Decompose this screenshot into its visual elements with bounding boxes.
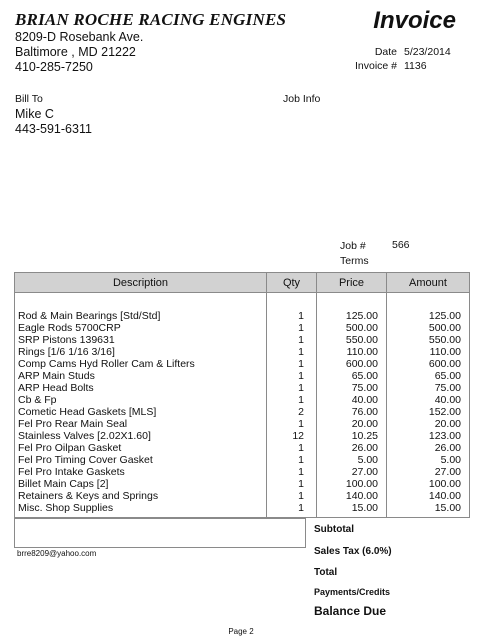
table-row <box>15 382 470 394</box>
item-description: SRP Pistons 139631 <box>15 334 267 346</box>
table-row <box>15 454 470 466</box>
item-qty: 1 <box>267 478 317 490</box>
item-price: 5.00 <box>317 454 387 466</box>
item-qty: 1 <box>267 466 317 478</box>
terms-label: Terms <box>340 255 369 267</box>
item-price: 600.00 <box>317 358 387 370</box>
item-description: Cometic Head Gaskets [MLS] <box>15 406 267 418</box>
item-qty: 1 <box>267 502 317 518</box>
item-qty: 1 <box>267 322 317 334</box>
item-amount: 110.00 <box>387 346 470 358</box>
item-description: Stainless Valves [2.02X1.60] <box>15 430 267 442</box>
item-price: 140.00 <box>317 490 387 502</box>
table-header-row <box>15 273 470 293</box>
item-price: 20.00 <box>317 418 387 430</box>
total-label: Total <box>314 567 338 578</box>
table-row <box>15 346 470 358</box>
item-price: 40.00 <box>317 394 387 406</box>
line-items-body <box>15 293 470 518</box>
job-number-label: Job # <box>340 240 366 252</box>
company-address-line2: Baltimore , MD 21222 <box>15 45 136 59</box>
column-header-description: Description <box>15 273 267 293</box>
company-address-line1: 8209-D Rosebank Ave. <box>15 30 144 44</box>
item-description: Fel Pro Oilpan Gasket <box>15 442 267 454</box>
item-price: 65.00 <box>317 370 387 382</box>
item-amount: 600.00 <box>387 358 470 370</box>
item-price: 550.00 <box>317 334 387 346</box>
item-description: Misc. Shop Supplies <box>15 502 267 518</box>
job-number: 566 <box>392 239 410 251</box>
invoice-number-label: Invoice # <box>354 60 397 72</box>
table-row <box>15 394 470 406</box>
item-amount: 5.00 <box>387 454 470 466</box>
date-label: Date <box>374 46 397 58</box>
item-description: ARP Head Bolts <box>15 382 267 394</box>
item-amount: 500.00 <box>387 322 470 334</box>
item-amount: 20.00 <box>387 418 470 430</box>
table-row <box>15 430 470 442</box>
item-qty: 1 <box>267 346 317 358</box>
item-price: 15.00 <box>317 502 387 518</box>
item-amount: 152.00 <box>387 406 470 418</box>
item-description: Eagle Rods 5700CRP <box>15 322 267 334</box>
item-amount: 125.00 <box>387 310 470 322</box>
table-row <box>15 310 470 322</box>
item-price: 76.00 <box>317 406 387 418</box>
item-qty: 1 <box>267 454 317 466</box>
item-qty: 1 <box>267 442 317 454</box>
table-row <box>15 466 470 478</box>
bill-to-label: Bill To <box>15 93 43 105</box>
item-description: Rod & Main Bearings [Std/Std] <box>15 310 267 322</box>
item-qty: 2 <box>267 406 317 418</box>
table-row <box>15 490 470 502</box>
item-amount: 26.00 <box>387 442 470 454</box>
item-price: 26.00 <box>317 442 387 454</box>
item-amount: 140.00 <box>387 490 470 502</box>
item-amount: 15.00 <box>387 502 470 518</box>
column-header-price: Price <box>317 273 387 293</box>
notes-box <box>14 518 306 548</box>
item-qty: 1 <box>267 334 317 346</box>
payments-credits-label: Payments/Credits <box>314 587 391 597</box>
job-info-label: Job Info <box>283 93 321 105</box>
table-row <box>15 442 470 454</box>
item-description: Fel Pro Rear Main Seal <box>15 418 267 430</box>
item-qty: 1 <box>267 490 317 502</box>
footer-email: brre8209@yahoo.com <box>17 549 97 558</box>
item-qty: 1 <box>267 382 317 394</box>
line-items-table <box>14 272 470 518</box>
company-name: BRIAN ROCHE RACING ENGINES <box>15 10 287 29</box>
sales-tax-label: Sales Tax (6.0%) <box>314 546 392 557</box>
item-amount: 123.00 <box>387 430 470 442</box>
item-description: ARP Main Studs <box>15 370 267 382</box>
item-amount: 40.00 <box>387 394 470 406</box>
item-qty: 12 <box>267 430 317 442</box>
item-description: Cb & Fp <box>15 394 267 406</box>
item-amount: 550.00 <box>387 334 470 346</box>
item-description: Comp Cams Hyd Roller Cam & Lifters <box>15 358 267 370</box>
item-qty: 1 <box>267 370 317 382</box>
item-description: Fel Pro Intake Gaskets <box>15 466 267 478</box>
table-row <box>15 334 470 346</box>
item-price: 10.25 <box>317 430 387 442</box>
item-amount: 65.00 <box>387 370 470 382</box>
item-amount: 27.00 <box>387 466 470 478</box>
page-number: Page 2 <box>228 627 254 636</box>
customer-phone: 443-591-6311 <box>15 122 92 136</box>
table-spacer-row <box>15 293 470 311</box>
item-qty: 1 <box>267 310 317 322</box>
item-description: Rings [1/6 1/16 3/16] <box>15 346 267 358</box>
column-header-amount: Amount <box>387 273 470 293</box>
table-row <box>15 370 470 382</box>
item-description: Billet Main Caps [2] <box>15 478 267 490</box>
item-qty: 1 <box>267 418 317 430</box>
table-row <box>15 406 470 418</box>
item-amount: 75.00 <box>387 382 470 394</box>
item-amount: 100.00 <box>387 478 470 490</box>
invoice-date: 5/23/2014 <box>404 46 451 58</box>
table-row <box>15 502 470 518</box>
item-description: Retainers & Keys and Springs <box>15 490 267 502</box>
table-row <box>15 418 470 430</box>
item-price: 100.00 <box>317 478 387 490</box>
table-row <box>15 358 470 370</box>
invoice-title: Invoice <box>373 7 456 34</box>
item-qty: 1 <box>267 394 317 406</box>
column-header-qty: Qty <box>267 273 317 293</box>
item-price: 75.00 <box>317 382 387 394</box>
item-price: 125.00 <box>317 310 387 322</box>
item-price: 27.00 <box>317 466 387 478</box>
customer-name: Mike C <box>15 107 54 121</box>
table-row <box>15 478 470 490</box>
invoice-number: 1136 <box>404 60 427 72</box>
item-description: Fel Pro Timing Cover Gasket <box>15 454 267 466</box>
company-phone: 410-285-7250 <box>15 60 93 74</box>
subtotal-label: Subtotal <box>314 524 354 535</box>
item-price: 110.00 <box>317 346 387 358</box>
table-row <box>15 322 470 334</box>
item-qty: 1 <box>267 358 317 370</box>
balance-due-label: Balance Due <box>314 604 387 618</box>
item-price: 500.00 <box>317 322 387 334</box>
